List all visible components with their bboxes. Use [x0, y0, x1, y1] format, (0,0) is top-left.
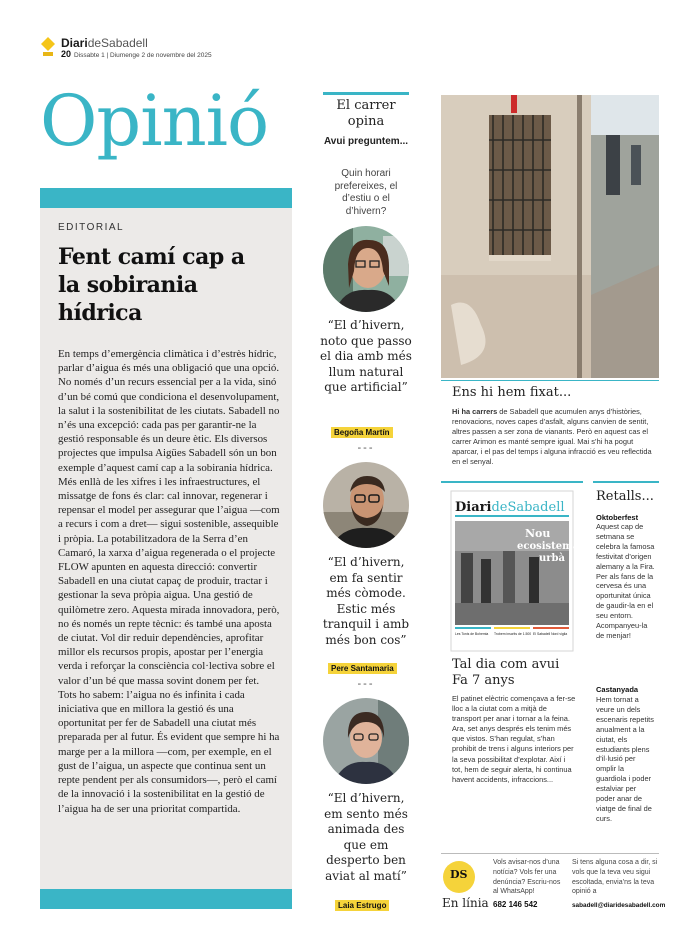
- diari-logo-icon: [41, 37, 55, 57]
- footer-rule: [441, 853, 659, 854]
- quote-pere: “El d’hivern, em fa sentir més còmode. Estic més tranquil i amb més bon cos”: [322, 555, 410, 647]
- footer-email[interactable]: sabadell@diaridesabadell.com: [572, 902, 666, 909]
- street-question: Quin horari prefereixes, el d’estiu o el d’hivern?: [334, 168, 398, 217]
- avatar-begona: [323, 226, 409, 312]
- editorial-body: En temps d’emergència climàtica i d’estrès hídric, parlar d’aigua és més una obligació que una opció. No només d’un recurs essencial per a la vida, sinó d’un bé comú que condiciona el desenvolupament, la salut i la sostenibilitat de les ciutats. Sabadell no n’és una excepció: cada pas per garantir-ne la gestió responsable és un deure ètic. Els diversos projectes que impulsa Aigües Sabadell són un bon exemple d’aquest camí cap a la sobirania hídrica. Més enllà de les xifres i les infraestructures, el missatge de fons és clar: cal innovar, regenerar i repensar el model per assegurar que l’aigua —com a recurs i com a dret— sigui sostenible, assequible i pròpia. La potabilitzadora de la Serra d’en Camaró, la xarxa d’aigua regenerada o el projecte FLOW apunten en aquesta direcció: convertir Sabadell en una ciutat capaç de produir, tractar i gestionar la seva pròpia aigua. Una gestió de quilòmetre zero. Aquesta mirada innovadora, però, no és només un repte tècnic: és també una aposta de ciutat. Vol dir reduir dependències, aprofitar millor els recursos propis, apostar per l’energia verda i reforçar la consciència col·lectiva sobre el valor d’un bé que massa sovint donem per fet. Tots ho sabem: l’aigua no és infinita i cada iniciativa que en millora la gestió és una oportunitat per fer de Sabadell una ciutat més preparada per al futur. És evident que sempre hi ha marge per a la millora —com, per exemple, en el gust de l’aigua, un aspecte que continua sent un repte pendent per als consumidors—, però el camí de la innovació i la sostenibilitat en la gestió de l’aigua ha de ser una prioritat compartida.: [58, 348, 280, 815]
- noted-body: [452, 407, 652, 467]
- quote-begona: “El d’hivern, noto que passo el dia amb més llum natural que artificial”: [320, 318, 412, 394]
- cover-teaser-2: Trobem inscrits de 1.500: [494, 632, 532, 636]
- editorial-kicker: EDITORIAL: [58, 222, 125, 233]
- footer-label: En línia: [442, 896, 489, 910]
- footer-opinion-text: Si tens alguna cosa a dir, si vols que la teva veu sigui escoltada, envia’ns la teva opinió a: [572, 859, 658, 896]
- cover-masthead: DiarideSabadell: [455, 500, 565, 515]
- name-tag-pere: Pere Santamaria: [328, 663, 397, 674]
- street-rule: [323, 92, 409, 95]
- separator-2: ---: [357, 678, 375, 690]
- page-number: 20: [61, 49, 72, 59]
- retalls-title: Retalls...: [596, 489, 654, 504]
- name-tag-laia: Laia Estrugo: [335, 900, 389, 911]
- quote-laia: “El d’hivern, em sento més animada des que em desperto ben aviat al matí”: [324, 791, 408, 883]
- retalls-heading-castanyada: Castanyada: [596, 685, 639, 694]
- accent-bar-top: [40, 188, 292, 208]
- taldia-title: Tal dia com avui: [452, 657, 560, 672]
- avatar-laia: [323, 698, 409, 784]
- retalls-heading-oktoberfest: Oktoberfest: [596, 513, 639, 522]
- retalls-body-oktoberfest: Aquest cap de setmana se celebra la famosa festivitat d’origen alemany a la Fira. Per als fans de la cervesa és una oportunitat única de gaudir-la en el seu entorn. Acompanyeu-la de menjar!: [596, 522, 655, 640]
- page-line: [61, 49, 212, 59]
- avatar-pere: [323, 462, 409, 548]
- noted-title: Ens hi hem fixat...: [452, 385, 572, 400]
- street-subtitle: Avui preguntem...: [323, 136, 409, 147]
- retalls-body-castanyada: Hem tornat a veure un dels escenaris repetits anualment a la ciutat, els estudiants plens d’il·lusió per omplir la guardiola i poder estalviar per poder anar de viatge de final de curs.: [596, 695, 654, 823]
- accent-bar-bottom: [40, 889, 292, 909]
- taldia-body: El patinet elèctric començava a fer-se lloc a la ciutat com a mitjà de transport per anar i tornar a la feina. Ara, set anys després els tenim més que vistos. S’han regulat, s’han prohibit de trens i alguns interiors per la seva possibilitat d’explotar. Així i tot, hem de seguir alerta, hi continua havent accidents, infraccions...: [452, 694, 576, 784]
- date-line: Dissabte 1 | Diumenge 2 de novembre del 2025: [74, 52, 212, 59]
- front-page-thumbnail: [441, 481, 583, 653]
- footer-phone[interactable]: 682 146 542: [493, 900, 538, 909]
- street-title: El carrer opina: [336, 98, 396, 129]
- street-photo: [441, 95, 659, 378]
- cover-teaser-3: El Sabadell Nord vigila: [533, 632, 568, 636]
- noted-text: de Sabadell que acumulen anys d’històries, renovacions, noves capes d’asfalt, alguns canvien de sentit, altres passen a ser zona de vianants. Però en aquest cas el carrer Arimon es manté sempre igual. Mai s’hi ha pogut aparcar, i el pas del temps i alguna infracció es veu reflectida en el senyal.: [452, 407, 652, 466]
- svg-text:urbà: urbà: [539, 553, 566, 564]
- retalls-rule: [593, 481, 659, 483]
- section-title: Opinió: [40, 80, 269, 162]
- masthead: DiarideSabadell: [61, 36, 148, 50]
- noted-lead: Hi ha carrers: [452, 407, 498, 416]
- cover-headline: Nou: [525, 527, 551, 540]
- name-tag-begona: Begoña Martín: [331, 427, 393, 438]
- footer-whatsapp-text: Vols avisar-nos d’una notícia? Vols fer una denúncia? Escriu-nos al WhatsApp!: [493, 859, 561, 896]
- svg-text:ecosistema: ecosistema: [517, 541, 580, 552]
- separator-1: ---: [357, 442, 375, 454]
- cover-teaser-1: Les Tonis de Bohemia: [455, 632, 489, 636]
- editorial-headline: Fent camí cap a la sobirania hídrica: [58, 244, 245, 326]
- noted-rule: [441, 380, 659, 381]
- ds-badge-text: DS: [450, 868, 468, 881]
- taldia-subtitle: Fa 7 anys: [452, 673, 515, 688]
